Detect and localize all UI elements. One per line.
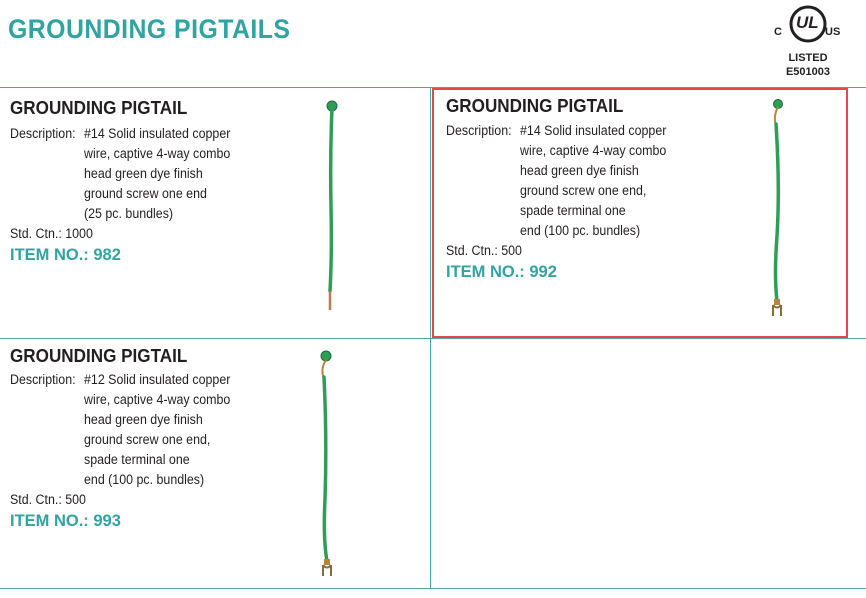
description-line: (25 pc. bundles) [84, 206, 174, 221]
product-title: GROUNDING PIGTAIL [10, 98, 188, 118]
item-number: ITEM NO.: 993 [10, 511, 121, 530]
item-number: ITEM NO.: 982 [10, 245, 121, 264]
description-label: Description: [446, 123, 512, 138]
ul-c-label: C [774, 26, 782, 38]
standard-carton: Std. Ctn.: 500 [10, 492, 86, 507]
description-line: wire, captive 4-way combo [84, 146, 231, 161]
description-line: end (100 pc. bundles) [84, 472, 205, 487]
ul-label: UL [796, 13, 819, 32]
pigtail-with-bare-end-icon [318, 96, 348, 316]
item-number: ITEM NO.: 992 [446, 262, 557, 281]
pigtail-with-spade-terminal-icon [764, 96, 794, 326]
description-line: ground screw one end, [84, 432, 211, 447]
product-title: GROUNDING PIGTAIL [10, 346, 188, 366]
ul-listed-label: LISTED [788, 52, 828, 64]
description-line: ground screw one end, [520, 183, 647, 198]
description-line: spade terminal one [84, 452, 190, 467]
page-title: GROUNDING PIGTAILS [8, 14, 291, 44]
ul-us-label: US [825, 26, 841, 38]
empty-cell [431, 339, 866, 588]
standard-carton: Std. Ctn.: 500 [446, 243, 522, 258]
description-line: head green dye finish [84, 166, 203, 181]
description-line: #12 Solid insulated copper [84, 372, 231, 387]
standard-carton: Std. Ctn.: 1000 [10, 226, 93, 241]
description-line: head green dye finish [520, 163, 639, 178]
description-line: head green dye finish [84, 412, 203, 427]
description-line: end (100 pc. bundles) [520, 223, 641, 238]
ul-listed-mark-icon [774, 4, 856, 84]
description-line: ground screw one end [84, 186, 207, 201]
product-card-992 [432, 88, 848, 338]
product-card-982 [0, 88, 430, 338]
pigtail-with-spade-terminal-icon [312, 349, 342, 581]
description-label: Description: [10, 126, 76, 141]
description-line: wire, captive 4-way combo [84, 392, 231, 407]
description-line: wire, captive 4-way combo [520, 143, 667, 158]
description-line: #14 Solid insulated copper [520, 123, 667, 138]
grid-rule-bottom [0, 588, 866, 589]
description-label: Description: [10, 372, 76, 387]
product-title: GROUNDING PIGTAIL [446, 96, 624, 116]
product-card-993 [0, 339, 430, 588]
description-line: #14 Solid insulated copper [84, 126, 231, 141]
description-line: spade terminal one [520, 203, 626, 218]
ul-file-number: E501003 [785, 66, 831, 78]
